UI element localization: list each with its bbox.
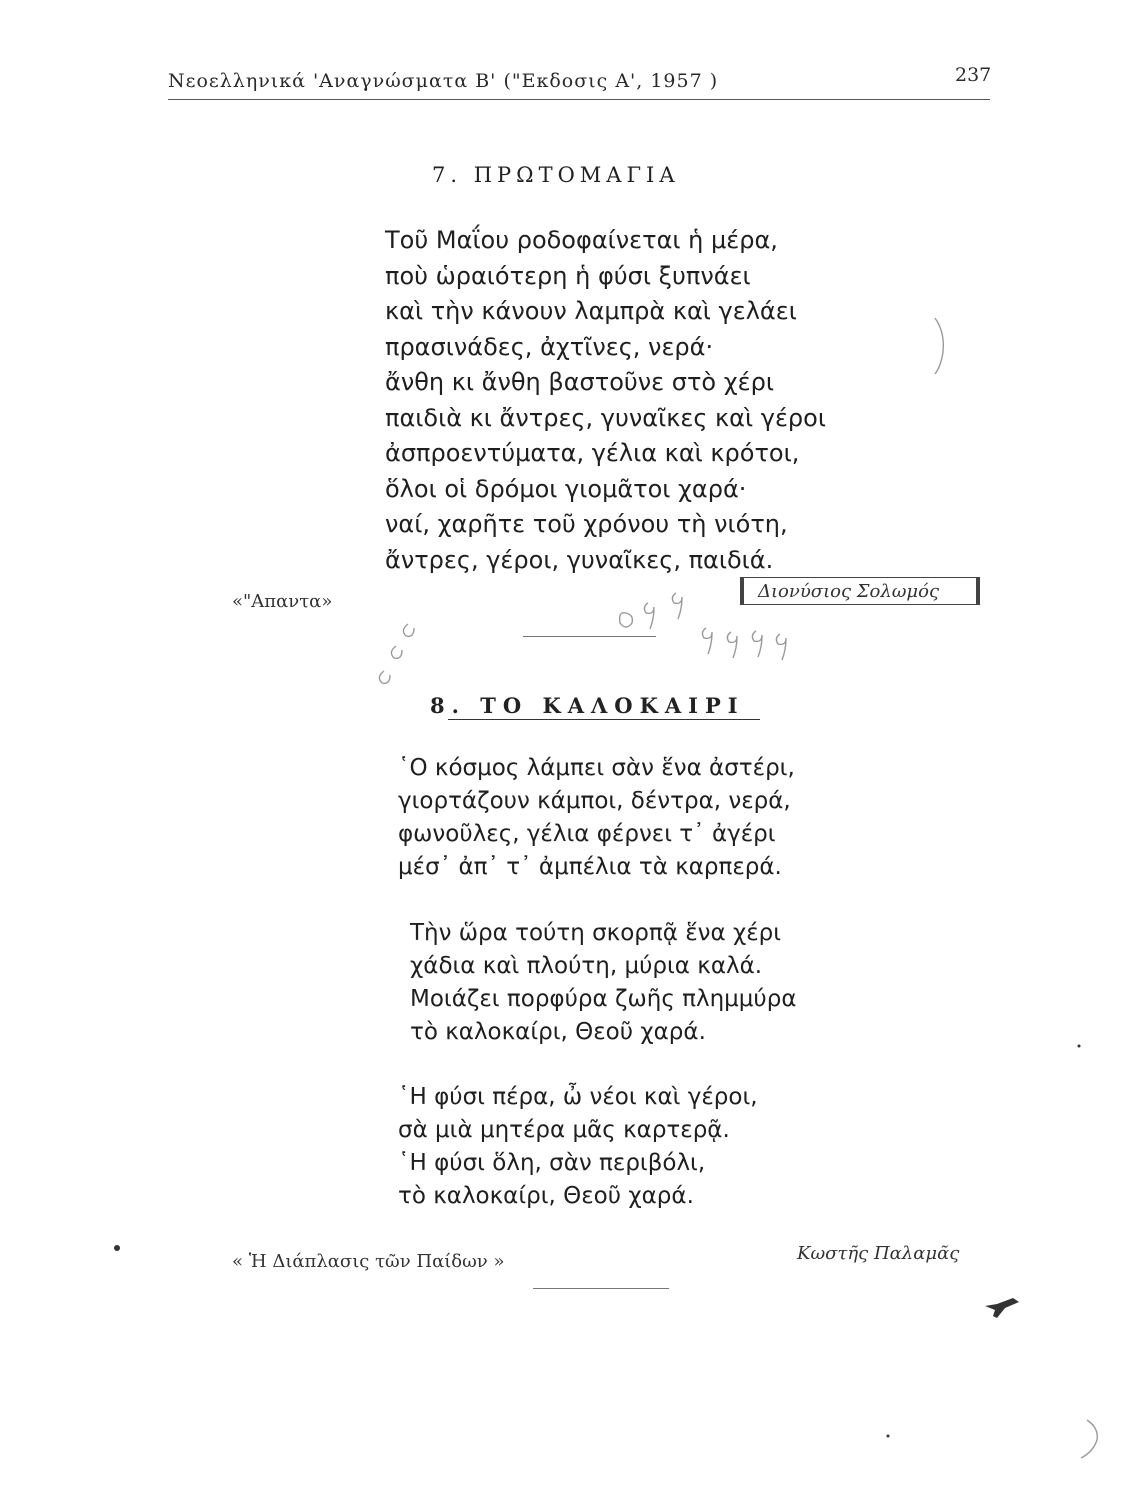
poem-line: ποὺ ὡραιότερη ἡ φύσι ξυπνάει — [385, 261, 751, 290]
poem-line: ἄντρες, γέροι, γυναῖκες, παιδιά. — [385, 545, 774, 574]
poem-author: Κωστῆς Παλαμᾶς — [797, 1243, 960, 1264]
poem-line: ῾Η φύσι ὅλη, σὰν περιβόλι, — [398, 1150, 706, 1176]
poem-line: Τοῦ Μαΐου ροδοφαίνεται ἡ μέρα, — [385, 226, 778, 254]
poem-source: « Ἡ Διάπλασις τῶν Παίδων » — [232, 1251, 505, 1272]
title-underline — [448, 719, 760, 720]
poem-line: παιδιὰ κι ἄντρες, γυναῖκες καὶ γέροι — [385, 403, 826, 432]
poem-line: ὅλοι οἱ δρόμοι γιομᾶτοι χαρά· — [385, 474, 747, 503]
poem-line: τὸ καλοκαίρι, Θεοῦ χαρά. — [410, 1019, 706, 1045]
poem-line: ναί, χαρῆτε τοῦ χρόνου τὴ νιότη, — [385, 510, 788, 538]
poem-line: τὸ καλοκαίρι, Θεοῦ χαρά. — [398, 1183, 694, 1209]
poem-line: ῾Η φύσι πέρα, ὦ νέοι καὶ γέροι, — [398, 1084, 758, 1110]
poem-source: «"Απαντα» — [232, 591, 333, 612]
poem-line: ἀσπροεντύματα, γέλια καὶ κρότοι, — [385, 439, 800, 467]
page-number: 237 — [955, 64, 992, 86]
poem-line: πρασινάδες, ἀχτῖνες, νερά· — [385, 332, 714, 361]
poem-line: γιορτάζουν κάμποι, δέντρα, νερά, — [398, 788, 791, 814]
poem-title-protomagia: 7. ΠΡΩΤΟΜΑΓΙΑ — [432, 163, 680, 187]
section-divider — [533, 1288, 669, 1289]
poem-line: μέσ᾽ ἀπ᾽ τ᾽ ἀμπέλια τὰ καρπερά. — [398, 854, 782, 880]
poem-line: Μοιάζει πορφύρα ζωῆς πλημμύρα — [410, 986, 797, 1012]
poem-line: Τὴν ὥρα τούτη σκορπᾷ ἕνα χέρι — [410, 920, 782, 946]
running-header: Νεοελληνικά 'Αναγνώσματα Β' ("Εκδοσις Α', 1957 ) — [168, 70, 719, 92]
poem-line: ἄνθη κι ἄνθη βαστοῦνε στὸ χέρι — [385, 368, 774, 396]
poem-title-kalokairi: 8. ΤΟ ΚΑΛΟΚΑΙΡΙ — [430, 693, 745, 718]
poem-line: φωνοῦλες, γέλια φέρνει τ᾽ ἀγέρι — [398, 821, 776, 847]
poem-stanza — [398, 1081, 758, 1213]
poem-line: χάδια καὶ πλούτη, μύρια καλά. — [410, 953, 763, 979]
poem-stanza — [398, 752, 795, 884]
poem-line: ῾Ο κόσμος λάμπει σὰν ἕνα ἀστέρι, — [398, 755, 795, 781]
poem-stanza — [410, 917, 797, 1049]
poem-author: Διονύσιος Σολωμός — [758, 581, 940, 602]
poem-line: σὰ μιὰ μητέρα μᾶς καρτερᾷ. — [398, 1117, 730, 1143]
poem-line: καὶ τὴν κάνουν λαμπρὰ καὶ γελάει — [385, 297, 797, 325]
